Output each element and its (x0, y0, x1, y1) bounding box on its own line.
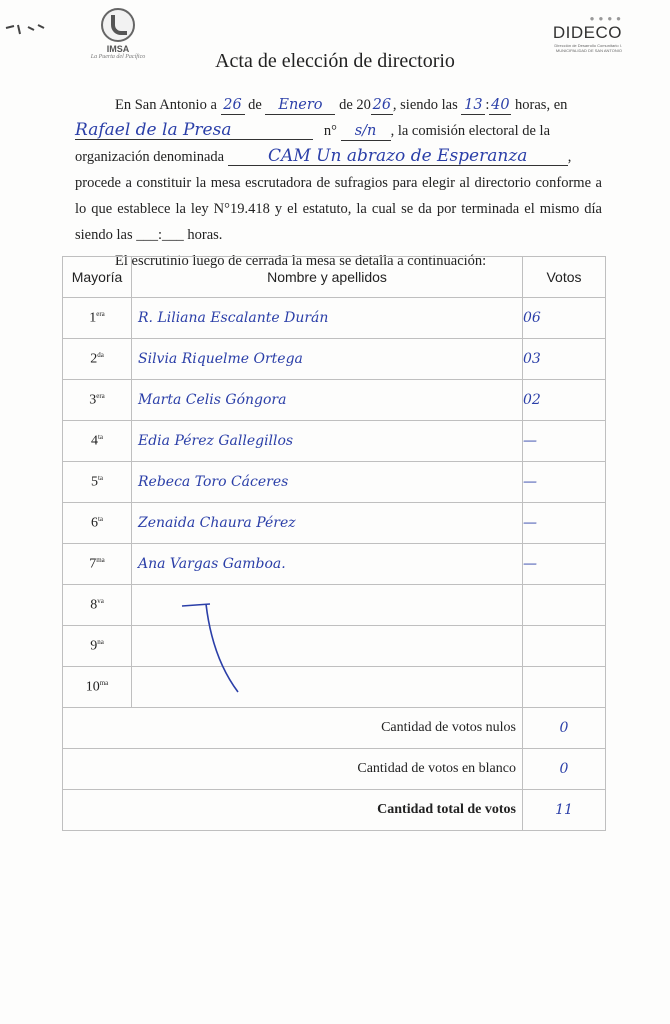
candidate-votes: — (523, 544, 606, 585)
margin-scribble (4, 22, 54, 36)
null-votes-label: Cantidad de votos nulos (63, 708, 523, 749)
rank-cell: $8^{va}$ (63, 585, 132, 626)
number-field: s/n (341, 122, 391, 141)
organization-field: CAM Un abrazo de Esperanza (228, 147, 568, 166)
candidate-name: R. Liliana Escalante Durán (132, 298, 523, 339)
candidate-votes (523, 585, 606, 626)
rank-cell: $2^{da}$ (63, 339, 132, 380)
strike-line-mark (180, 598, 250, 698)
null-votes-row (63, 708, 606, 749)
intro-paragraph: En San Antonio a 26 de Enero de 20 26 , siendo las 13 : 40 horas, en Rafael de la Presa n° s/n , la comisión electoral de la organización denominada CAM Un abrazo de Esperanza , procede a constituir la mesa escrutadora de sufragios para elegir al directorio conforme a lo que establece la ley N°19.418 y el estatuto, la cual se da por terminada el mismo día siendo las ___:___ horas. El escrutinio luego de cerrada la mesa se detalla a continuación: (75, 92, 602, 274)
null-votes-value: 0 (523, 708, 606, 749)
document-title: Acta de elección de directorio (215, 50, 455, 72)
imsa-logo-name: IMSA (106, 44, 130, 54)
candidate-name: Silvia Riquelme Ortega (132, 339, 523, 380)
dideco-logo-sub: Dirección de Desarrollo Comunitario I. MUNICIPALIDAD DE SAN ANTONIO (554, 43, 622, 53)
candidate-name: Rebeca Toro Cáceres (132, 462, 523, 503)
imsa-logo-tagline: La Puerta del Pacífico (90, 54, 146, 60)
rank-cell: $7^{ma}$ (63, 544, 132, 585)
blank-votes-label: Cantidad de votos en blanco (63, 749, 523, 790)
candidate-name: Edia Pérez Gallegillos (132, 421, 523, 462)
blank-votes-row (63, 749, 606, 790)
table-row (63, 298, 606, 339)
closing-time-blank: ___:___ (136, 227, 184, 243)
place-field: Rafael de la Presa (75, 121, 313, 140)
hour-field: 13 (461, 96, 485, 115)
table-row (63, 462, 606, 503)
table-row (63, 503, 606, 544)
year-field: 26 (372, 97, 392, 113)
table-row (63, 339, 606, 380)
rank-cell: $10^{ma}$ (63, 667, 132, 708)
candidate-votes: — (523, 503, 606, 544)
dots-decoration-icon: ● ● ● ● (589, 14, 622, 23)
blank-votes-value: 0 (523, 749, 606, 790)
candidate-votes: 03 (523, 339, 606, 380)
table-row (63, 626, 606, 667)
votes-table (62, 256, 606, 831)
header-rank: Mayoría (63, 257, 132, 298)
candidate-votes (523, 626, 606, 667)
rank-cell: $4^{ta}$ (63, 421, 132, 462)
month-field: Enero (265, 96, 335, 115)
rank-cell: $5^{ta}$ (63, 462, 132, 503)
table-row (63, 380, 606, 421)
rank-cell: $3^{era}$ (63, 380, 132, 421)
table-row (63, 421, 606, 462)
table-row (63, 544, 606, 585)
rank-cell: $1^{era}$ (63, 298, 132, 339)
total-votes-value: 11 (523, 790, 606, 831)
minute-field: 40 (491, 97, 510, 113)
rank-cell: $6^{ta}$ (63, 503, 132, 544)
imsa-emblem-icon (101, 8, 135, 42)
dideco-logo (552, 14, 622, 53)
header-name: Nombre y apellidos (132, 257, 523, 298)
scrutiny-intro: El escrutinio luego de cerrada la mesa se detalla a continuación: (115, 253, 487, 269)
candidate-name: Marta Celis Góngora (132, 380, 523, 421)
total-votes-label: Cantidad total de votos (63, 790, 523, 831)
candidate-votes (523, 667, 606, 708)
candidate-name: Ana Vargas Gamboa. (132, 544, 523, 585)
header-votes: Votos (523, 257, 606, 298)
day-field: 26 (221, 96, 245, 115)
candidate-votes: 02 (523, 380, 606, 421)
candidate-votes: — (523, 421, 606, 462)
candidate-name: Zenaida Chaura Pérez (132, 503, 523, 544)
table-row (63, 585, 606, 626)
candidate-votes: — (523, 462, 606, 503)
candidate-votes: 06 (523, 298, 606, 339)
dideco-logo-name: DIDECO (552, 23, 622, 42)
table-row (63, 667, 606, 708)
total-votes-row (63, 790, 606, 831)
table-header-row (63, 257, 606, 298)
rank-cell: $9^{na}$ (63, 626, 132, 667)
